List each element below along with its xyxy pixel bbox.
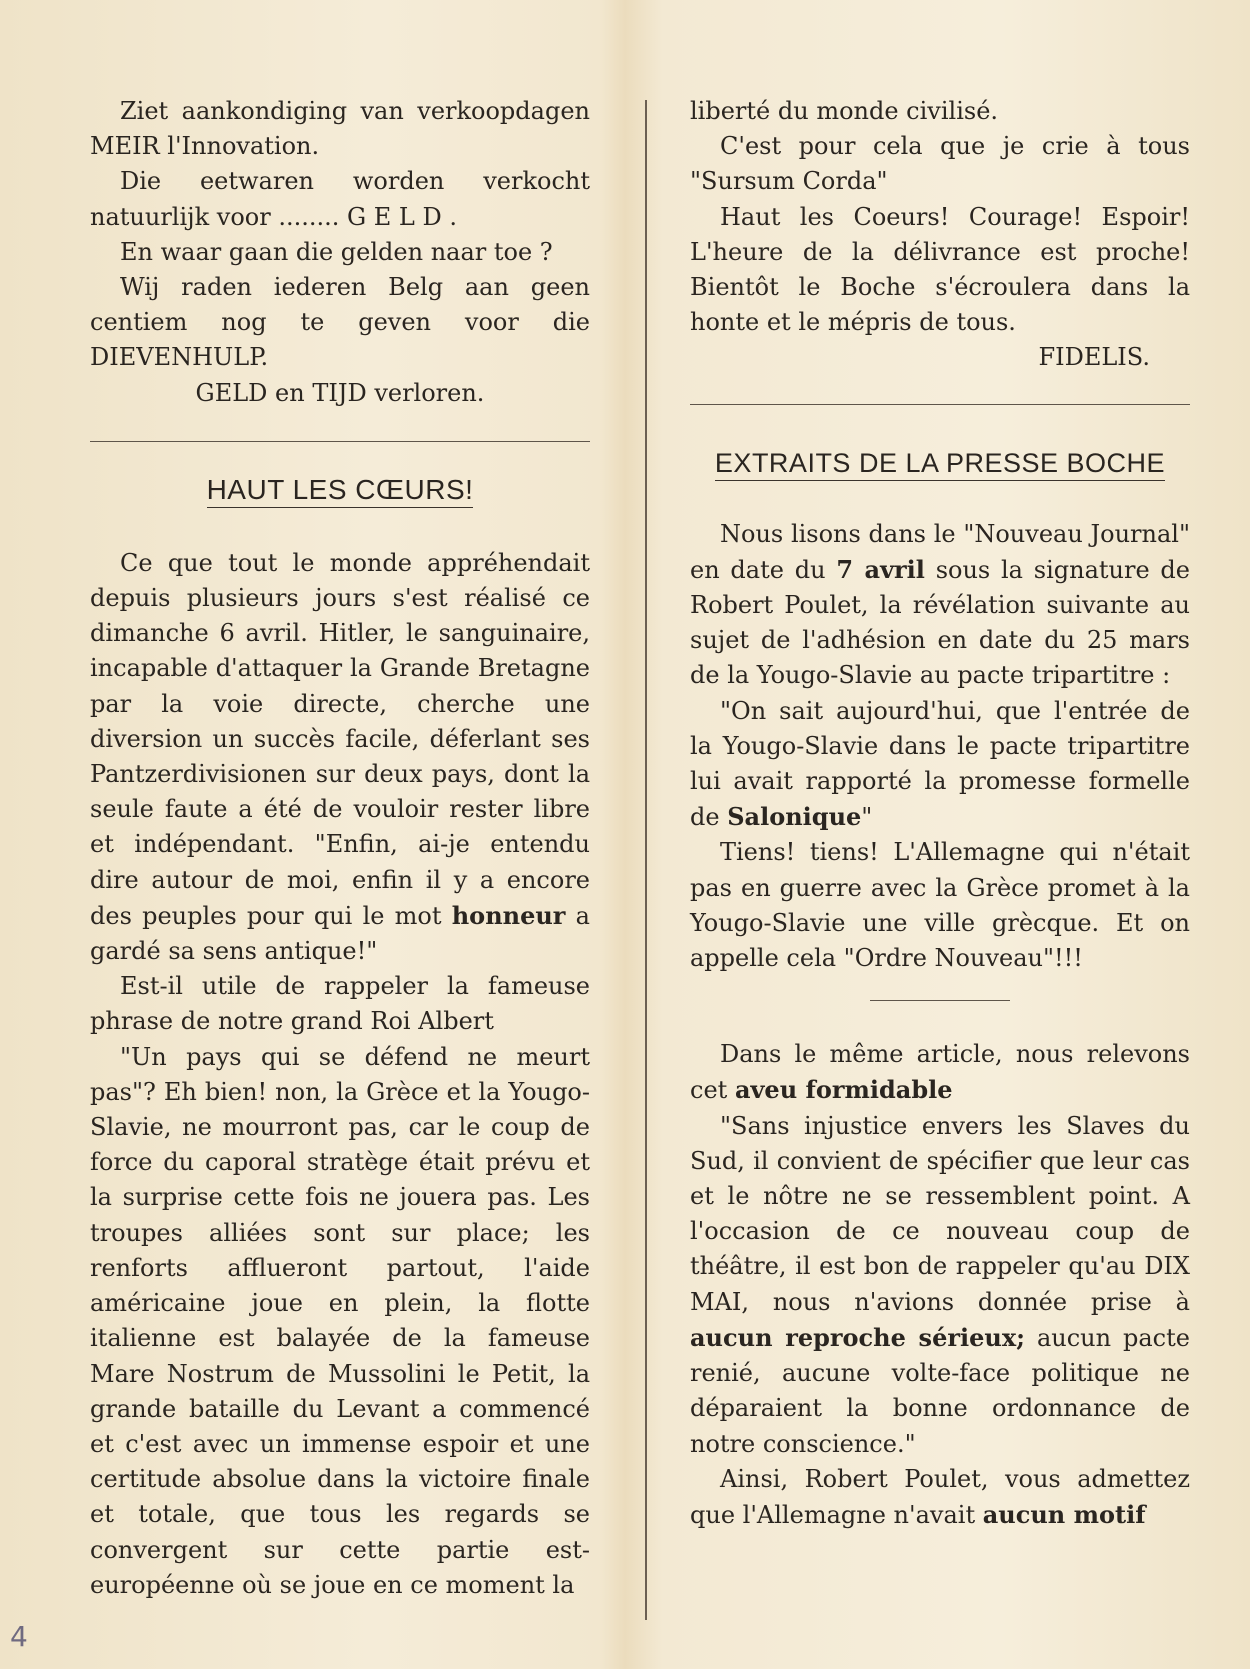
bold-date: 7 avril xyxy=(836,554,925,584)
press-paragraph: Dans le même article, nous relevons cet aveu formidable xyxy=(690,1040,1190,1105)
column-divider xyxy=(645,100,647,1620)
article-paragraph: "Un pays qui se défend ne meurt pas"? Eh bien! non, la Grèce et la Yougo-Slavie, ne mourront pas, car le coup de force du caporal stratège était prévu et la surprise cette fois ne jouera pas. Les troupes alliées sont sur place; les renforts afflueront partout, l'aide américaine joue en plein, la flotte italienne est balayée de la fameuse Mare Nostrum de Mussolini le Petit, la grande bataille du Levant a commencé et c'est avec un immense espoir et une certitude absolue dans la victoire finale et totale, que tous les regards se convergent sur cette partie est-européenne où se joue en ce moment la xyxy=(90,1042,590,1599)
page-number: 4 xyxy=(10,1620,28,1653)
left-column xyxy=(90,0,590,1603)
press-quote: "Sans injustice envers les Slaves du Sud, il convient de spécifier que leur cas et le nôtre ne se ressemblent point. A l'occasion de ce nouveau coup de théâtre, il est bon de rappeler qu'au DIX MAI, nous n'avions donnée prise à aucun reproche sérieux; aucun pacte renié, aucune volte-face politique ne déparaient la bonne ordonnance de notre conscience." xyxy=(690,1111,1190,1458)
right-column xyxy=(690,0,1190,1533)
notice-paragraph: Ziet aankondiging van verkoopdagen MEIR l'Innovation. xyxy=(90,97,590,161)
signature: FIDELIS. xyxy=(1038,343,1150,372)
bold-phrase: aucun motif xyxy=(982,1499,1146,1529)
article-headline: HAUT LES CŒURS! xyxy=(90,472,590,508)
press-paragraph: Nous lisons dans le "Nouveau Journal" en date du 7 avril sous la signature de Robert Poulet, la révélation suivante au sujet de l'adhésion en date du 25 mars de la Yougo-Slavie au pacte tripartitre : xyxy=(690,519,1190,690)
bold-phrase: aveu formidable xyxy=(734,1075,953,1105)
notice-paragraph: Die eetwaren worden verkocht natuurlijk voor ........ G E L D . xyxy=(90,167,590,231)
press-paragraph: Ainsi, Robert Poulet, vous admettez que l'Allemagne n'avait aucun motif xyxy=(690,1464,1190,1529)
bold-phrase: aucun reproche sérieux; xyxy=(690,1322,1025,1352)
closing-paragraph: C'est pour cela que je crie à tous "Sursum Corda" xyxy=(690,132,1190,196)
continuation-line: liberté du monde civilisé. xyxy=(690,97,999,125)
notice-paragraph: En waar gaan die gelden naar toe ? xyxy=(120,237,553,266)
article-paragraph: Ce que tout le monde appréhendait depuis plusieurs jours s'est réalisé ce dimanche 6 avril. Hitler, le sanguinaire, incapable d'attaquer la Grande Bretagne par la voie directe, cherche une diversion un succès facile, déferlant ses Pantzerdivisionen sur deux pays, dont la seule faute a été de vouloir rester libre et indépendant. "Enfin, ai-je entendu dire autour de moi, enfin il y a encore des peuples pour qui le mot honneur a gardé sa sens antique!" xyxy=(90,548,590,966)
notice-tail: GELD en TIJD verloren. xyxy=(195,378,485,407)
article-paragraph: Est-il utile de rappeler la fameuse phrase de notre grand Roi Albert xyxy=(90,972,590,1036)
closing-paragraph: Haut les Coeurs! Courage! Espoir! L'heure de la délivrance est proche! Bientôt le Boche s'écroulera dans la honte et le mépris de tous. xyxy=(690,202,1190,337)
bold-place: Salonique xyxy=(727,802,862,832)
press-paragraph: Tiens! tiens! L'Allemagne qui n'était pas en guerre avec la Grèce promet à la Yougo-Slavie une ville grècque. Et on appelle cela "Ordre Nouveau"!!! xyxy=(690,838,1190,973)
press-headline: EXTRAITS DE LA PRESSE BOCHE xyxy=(690,445,1190,481)
bold-word: honneur xyxy=(451,900,566,930)
press-quote: "On sait aujourd'hui, que l'entrée de la Yougo-Slavie dans le pacte tripartitre lui avait rapporté la promesse formelle de Salonique" xyxy=(690,696,1190,832)
notice-paragraph: Wij raden iederen Belg aan geen centiem nog te geven voor die DIEVENHULP. xyxy=(90,273,590,372)
